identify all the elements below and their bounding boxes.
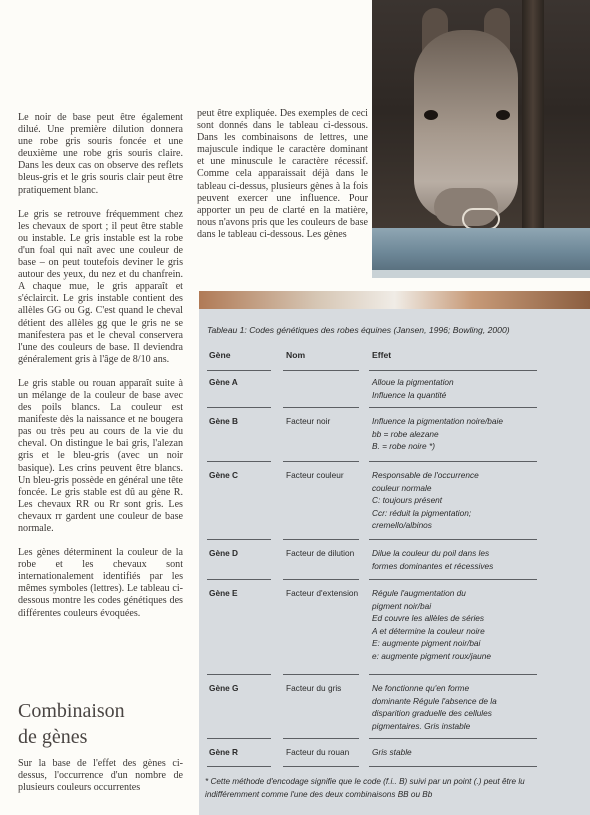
row-rule bbox=[207, 461, 271, 462]
table-cell-gene: Gène A bbox=[209, 377, 238, 387]
effet-line: B. = robe noire *) bbox=[372, 441, 435, 451]
effet-line: pigment noir/bai bbox=[372, 600, 432, 611]
table-cell-nom: Facteur du rouan bbox=[286, 747, 350, 757]
horse-eye-left bbox=[424, 110, 438, 120]
text-column-left bbox=[18, 112, 183, 632]
effet-line: Responsable de l'occurrence bbox=[372, 470, 479, 480]
effet-line: A et détermine la couleur noire bbox=[372, 625, 485, 636]
effet-line: Influence la pigmentation noire/baie bbox=[372, 416, 503, 426]
row-rule bbox=[207, 407, 271, 408]
table-cell-effet bbox=[372, 587, 572, 662]
effet-line: e: augmente pigment roux/jaune bbox=[372, 650, 492, 661]
effet-line: C: toujours présent bbox=[372, 495, 443, 505]
table-cell-nom: Facteur couleur bbox=[286, 470, 344, 480]
table-cell-nom: Facteur du gris bbox=[286, 683, 342, 693]
horse-eye-right bbox=[496, 110, 510, 120]
effet-line: formes dominantes et récessives bbox=[372, 560, 494, 571]
effet-line: bb = robe alezane bbox=[372, 428, 439, 439]
row-rule bbox=[283, 407, 359, 408]
table-cell-gene: Gène D bbox=[209, 548, 239, 558]
fence-rail-bottom bbox=[372, 270, 590, 278]
paragraph: Le gris se retrouve fréquemment chez les chevaux de sport ; il peut être stable ou instable. Le gris instable est la robe d'un foal qui naît avec une couleur de base – on peut toutefois deviner le gris autour des yeux, du nez et du chanfrein. A chaque mue, le gris apparaît et s'éclaircit. Le gris instable contient des allèles GG ou Gg. C'est quand le cheval détient des allèles gg que le gris ne se manifestera pas et le cheval conservera l'une des couleurs de base. Il deviendra généralement gris à l'âge de 8/10 ans. bbox=[18, 208, 183, 365]
table-cell-effet bbox=[372, 376, 572, 401]
table-footnote: * Cette méthode d'encodage signifie que le code (f.i.. B) suivi par un point (.) peut être lu indifféremment comme l'une des deux combinaisons BB ou Bb bbox=[205, 777, 525, 799]
paragraph: Les gènes déterminent la couleur de la robe et les chevaux sont internationalement identifiés par les mêmes symboles (lettres). Le tableau ci-dessous montre les codes génétiques des différentes couleurs évoquées. bbox=[18, 547, 183, 619]
effet-line: Gris stable bbox=[372, 747, 412, 757]
row-rule bbox=[369, 579, 537, 580]
row-rule bbox=[283, 461, 359, 462]
table-cell-gene: Gène E bbox=[209, 588, 238, 598]
halter-rope bbox=[462, 208, 500, 230]
fence-post bbox=[522, 0, 544, 228]
table-caption: Tableau 1: Codes génétiques des robes équines (Jansen, 1996; Bowling, 2000) bbox=[207, 325, 510, 335]
effet-line: Ne fonctionne qu'en forme bbox=[372, 683, 470, 693]
text-column-middle bbox=[197, 108, 368, 253]
fence-rail bbox=[372, 228, 590, 270]
effet-line: Alloue la pigmentation bbox=[372, 377, 454, 387]
header-rule bbox=[207, 370, 271, 371]
row-rule bbox=[283, 579, 359, 580]
header-rule bbox=[283, 370, 359, 371]
photo-strip bbox=[199, 291, 590, 309]
header-gene: Gène bbox=[209, 350, 231, 360]
effet-line: couleur normale bbox=[372, 482, 432, 493]
header-effet: Effet bbox=[372, 350, 392, 360]
gene-table-panel bbox=[199, 309, 590, 815]
text-column-left-bottom bbox=[18, 758, 183, 806]
table-cell-gene: Gène G bbox=[209, 683, 239, 693]
table-cell-effet bbox=[372, 415, 572, 453]
horse-photo bbox=[372, 0, 590, 278]
effet-line: dominante Régule l'absence de la bbox=[372, 695, 497, 706]
effet-line: cremello/albinos bbox=[372, 520, 432, 530]
row-rule bbox=[369, 407, 537, 408]
effet-line: pigmentaires. Gris instable bbox=[372, 720, 471, 731]
effet-line: E: augmente pigment noir/bai bbox=[372, 638, 481, 648]
effet-line: Dilue la couleur du poil dans les bbox=[372, 548, 490, 558]
row-rule bbox=[207, 738, 271, 739]
effet-line: Ed couvre les allèles de séries bbox=[372, 613, 485, 623]
table-cell-nom: Facteur noir bbox=[286, 416, 331, 426]
table-cell-nom: Facteur d'extension bbox=[286, 588, 359, 598]
row-rule bbox=[369, 766, 537, 767]
row-rule bbox=[369, 461, 537, 462]
paragraph: Sur la base de l'effet des gènes ci-dessus, l'occurrence d'un nombre de plusieurs couleurs occurrentes bbox=[18, 758, 183, 794]
row-rule bbox=[207, 766, 271, 767]
effet-line: Ccr: réduit la pigmentation; bbox=[372, 507, 472, 518]
effet-line: Régule l'augmentation du bbox=[372, 588, 466, 598]
row-rule bbox=[207, 579, 271, 580]
effet-line: disparition graduelle des cellules bbox=[372, 708, 492, 718]
table-cell-gene: Gène R bbox=[209, 747, 239, 757]
row-rule bbox=[283, 738, 359, 739]
table-cell-gene: Gène C bbox=[209, 470, 239, 480]
row-rule bbox=[369, 738, 537, 739]
table-cell-effet bbox=[372, 547, 572, 572]
row-rule bbox=[369, 674, 537, 675]
paragraph: peut être expliquée. Des exemples de ceci sont donnés dans le tableau ci-dessous. Dans les combinaisons de lettres, une majuscule indique le caractère dominant et une minuscule le caractère récessif. Comme cela apparaissait déjà dans le tableau ci-dessus, plusieurs gènes à la fois peuvent exercer une influence. Pour apporter un peu de clarté en la matière, nous n'avons pris que les couleurs de base dans le tableau ci-dessous. Les gènes bbox=[197, 108, 368, 240]
table-cell-gene: Gène B bbox=[209, 416, 239, 426]
row-rule bbox=[369, 539, 537, 540]
table-cell-effet bbox=[372, 682, 572, 732]
header-rule bbox=[369, 370, 537, 371]
header-nom: Nom bbox=[286, 350, 306, 360]
row-rule bbox=[207, 674, 271, 675]
table-cell-nom: Facteur de dilution bbox=[286, 548, 355, 558]
effet-line: Influence la quantité bbox=[372, 389, 447, 400]
row-rule bbox=[283, 766, 359, 767]
table-cell-effet bbox=[372, 746, 572, 759]
table-cell-effet bbox=[372, 469, 572, 532]
row-rule bbox=[207, 539, 271, 540]
paragraph: Le noir de base peut être également dilué. Une première dilution donnera une robe gris souris foncée et une deuxième une robe gris souris claire. Dans les deux cas on observe des reflets bleus-gris et le gris souris clair peut être pratiquement blanc. bbox=[18, 112, 183, 196]
row-rule bbox=[283, 674, 359, 675]
row-rule bbox=[283, 539, 359, 540]
section-heading: Combinaison de gènes bbox=[18, 700, 125, 748]
paragraph: Le gris stable ou rouan apparaît suite à un mélange de la couleur de base avec des poils blancs. La couleur est manifeste dès la naissance et ne bougera pas ou très peu au cours de la vie du cheval. On distingue le bai gris, l'alezan gris et le bleu-gris (avec un noir basique). Les crins peuvent être blancs. Un bleu-gris possède en général une tête foncée. Le gris stable est dû au gène R. Les chevaux RR ou Rr sont gris. Les chevaux rr gardent une couleur de base normale. bbox=[18, 377, 183, 534]
